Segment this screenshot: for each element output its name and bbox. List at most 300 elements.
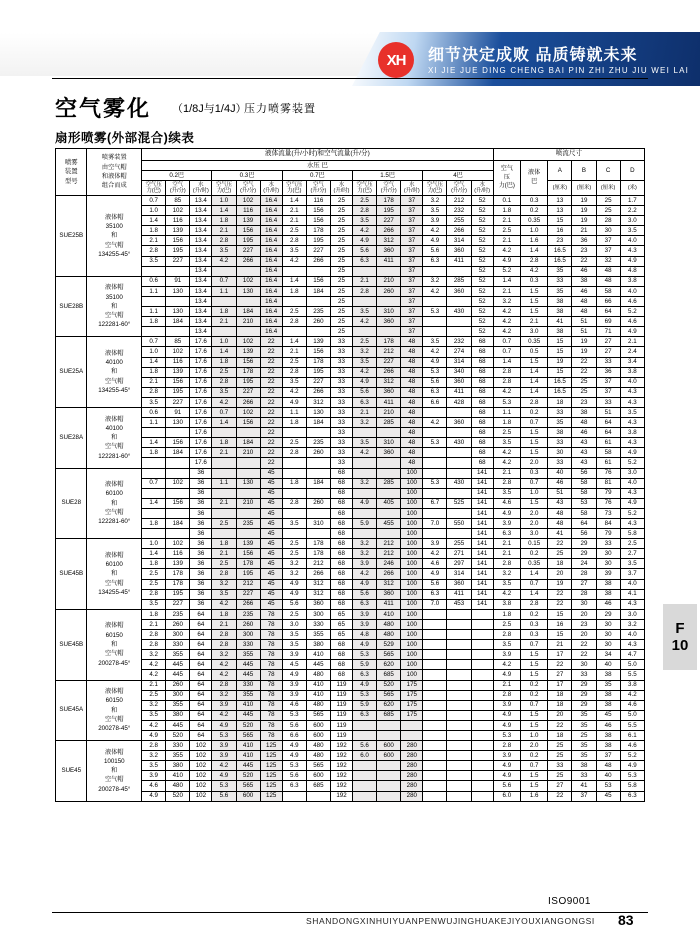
cell-b7-r1-c5: 78 xyxy=(260,690,282,700)
cell-b4-r5-c1: 184 xyxy=(166,519,190,529)
cell-b2-r3-c2: 17.6 xyxy=(190,367,212,377)
cell-b6-r2-c18: 20 xyxy=(572,630,596,640)
cell-b6-r3-c15: 3.5 xyxy=(493,640,520,650)
cell-b1-r5-c5: 16.4 xyxy=(260,327,282,337)
cell-b4-r4-c0 xyxy=(142,508,166,518)
cell-b7-r3-c1: 380 xyxy=(166,710,190,720)
cell-b1-r5-c12 xyxy=(423,327,447,337)
cell-b2-r5-c2: 17.6 xyxy=(190,387,212,397)
cell-b6-r4-c1: 355 xyxy=(166,650,190,660)
header-subcol-2: 水 (升/时) xyxy=(190,181,212,196)
cell-b6-r3-c3: 2.8 xyxy=(212,640,236,650)
cell-b6-r4-c20: 4.7 xyxy=(620,650,644,660)
cell-b8-r3-c10 xyxy=(377,771,401,781)
cell-b8-r2-c18: 38 xyxy=(572,761,596,771)
cell-b0-r5-c13: 360 xyxy=(447,246,471,256)
cell-b4-r3-c5: 45 xyxy=(260,498,282,508)
header-water-title: 水压 巴 xyxy=(142,161,494,171)
cell-b2-r2-c14: 68 xyxy=(471,357,493,367)
model-desc-7: 液体帽 60150 和 空气帽 200278-45° xyxy=(87,680,142,741)
cell-b0-r4-c7: 195 xyxy=(306,236,330,246)
cell-b4-r0-c11: 100 xyxy=(401,468,423,478)
cell-b7-r1-c14 xyxy=(471,690,493,700)
cell-b6-r3-c18: 22 xyxy=(572,640,596,650)
cell-b8-r3-c6: 5.6 xyxy=(282,771,306,781)
cell-b8-r0-c3: 3.9 xyxy=(212,741,236,751)
cell-b1-r5-c15: 4.2 xyxy=(493,327,520,337)
cell-b5-r3-c13: 314 xyxy=(447,569,471,579)
cell-b5-r1-c1: 116 xyxy=(166,549,190,559)
cell-b7-r2-c13 xyxy=(447,700,471,710)
cell-b6-r6-c12 xyxy=(423,670,447,680)
cell-b8-r4-c1: 480 xyxy=(166,781,190,791)
cell-b4-r1-c2: 36 xyxy=(190,478,212,488)
cell-b2-r1-c20: 2.4 xyxy=(620,347,644,357)
table-row xyxy=(56,741,645,751)
cell-b0-r7-c1 xyxy=(166,266,190,276)
cell-b4-r4-c19: 73 xyxy=(596,508,620,518)
cell-b3-r3-c17: 33 xyxy=(548,438,572,448)
cell-b1-r0-c15: 1.4 xyxy=(493,276,520,286)
cell-b5-r2-c2: 36 xyxy=(190,559,212,569)
cell-b0-r7-c3 xyxy=(212,266,236,276)
cell-b7-r0-c6: 3.9 xyxy=(282,680,306,690)
cell-b3-r1-c7: 184 xyxy=(306,418,330,428)
cell-b1-r0-c20: 3.8 xyxy=(620,276,644,286)
cell-b1-r2-c18: 48 xyxy=(572,296,596,306)
cell-b2-r1-c13: 274 xyxy=(447,347,471,357)
cell-b4-r3-c15: 4.6 xyxy=(493,498,520,508)
cell-b6-r1-c20: 3.2 xyxy=(620,619,644,629)
cell-b6-r5-c12 xyxy=(423,660,447,670)
cell-b5-r1-c4: 156 xyxy=(236,549,260,559)
cell-b2-r2-c10: 227 xyxy=(377,357,401,367)
cell-b5-r3-c1: 178 xyxy=(166,569,190,579)
cell-b7-r2-c3: 3.9 xyxy=(212,700,236,710)
cell-b8-r3-c13 xyxy=(447,771,471,781)
model-name-1: SUE28B xyxy=(56,276,87,337)
table-row xyxy=(56,529,645,539)
cell-b3-r1-c10: 285 xyxy=(377,418,401,428)
cell-b2-r2-c2: 17.6 xyxy=(190,357,212,367)
cell-b7-r0-c13 xyxy=(447,680,471,690)
cell-b5-r2-c13: 297 xyxy=(447,559,471,569)
section-tab xyxy=(663,604,697,670)
cell-b2-r5-c14: 68 xyxy=(471,387,493,397)
cell-b0-r0-c8: 25 xyxy=(330,196,352,206)
cell-b2-r4-c20: 4.0 xyxy=(620,377,644,387)
cell-b5-r0-c6: 2.5 xyxy=(282,539,306,549)
cell-b7-r2-c5: 78 xyxy=(260,700,282,710)
cell-b4-r3-c8: 68 xyxy=(330,498,352,508)
cell-b1-r5-c10 xyxy=(377,327,401,337)
cell-b2-r6-c6: 4.9 xyxy=(282,397,306,407)
cell-b4-r4-c16: 2.0 xyxy=(520,508,547,518)
cell-b3-r4-c11: 48 xyxy=(401,448,423,458)
cell-b8-r0-c14 xyxy=(471,741,493,751)
cell-b5-r5-c3: 3.5 xyxy=(212,589,236,599)
cell-b0-r0-c15: 0.1 xyxy=(493,196,520,206)
cell-b0-r0-c12: 3.2 xyxy=(423,196,447,206)
cell-b5-r0-c5: 45 xyxy=(260,539,282,549)
cell-b0-r1-c15: 1.8 xyxy=(493,206,520,216)
cell-b1-r0-c6: 1.4 xyxy=(282,276,306,286)
cell-b7-r0-c4: 330 xyxy=(236,680,260,690)
cell-b4-r3-c17: 43 xyxy=(548,498,572,508)
cell-b3-r2-c6 xyxy=(282,428,306,438)
cell-b1-r2-c15: 3.2 xyxy=(493,296,520,306)
cell-b1-r3-c10: 310 xyxy=(377,307,401,317)
cell-b6-r6-c7: 480 xyxy=(306,670,330,680)
cell-b8-r4-c10 xyxy=(377,781,401,791)
cell-b7-r2-c12 xyxy=(423,700,447,710)
cell-b1-r3-c6: 2.5 xyxy=(282,307,306,317)
cell-b7-r3-c19: 45 xyxy=(596,710,620,720)
cell-b8-r4-c16: 1.5 xyxy=(520,781,547,791)
cell-b1-r4-c20: 4.6 xyxy=(620,317,644,327)
cell-b1-r0-c17: 33 xyxy=(548,276,572,286)
cell-b4-r1-c13: 430 xyxy=(447,478,471,488)
cell-b6-r1-c10: 480 xyxy=(377,619,401,629)
cell-b0-r6-c0: 3.5 xyxy=(142,256,166,266)
cell-b4-r3-c12: 6.7 xyxy=(423,498,447,508)
cell-b0-r7-c15: 5.2 xyxy=(493,266,520,276)
cell-b6-r3-c16: 0.7 xyxy=(520,640,547,650)
cell-b3-r3-c20: 4.3 xyxy=(620,438,644,448)
cell-b0-r4-c13: 314 xyxy=(447,236,471,246)
cell-b5-r3-c16: 1.4 xyxy=(520,569,547,579)
cell-b2-r3-c9: 4.2 xyxy=(353,367,377,377)
cell-b0-r4-c16: 1.6 xyxy=(520,236,547,246)
cell-b5-r2-c3: 2.5 xyxy=(212,559,236,569)
cell-b0-r1-c19: 25 xyxy=(596,206,620,216)
cell-b0-r4-c11: 37 xyxy=(401,236,423,246)
cell-b3-r0-c10: 210 xyxy=(377,407,401,417)
table-row xyxy=(56,296,645,306)
cell-b6-r3-c19: 30 xyxy=(596,640,620,650)
cell-b2-r0-c0: 0.7 xyxy=(142,337,166,347)
cell-b0-r6-c16: 2.8 xyxy=(520,256,547,266)
page-title-model: （1/8J与1/4J） xyxy=(172,103,247,115)
cell-b0-r5-c5: 16.4 xyxy=(260,246,282,256)
cell-b6-r2-c17: 15 xyxy=(548,630,572,640)
cell-b2-r3-c5: 22 xyxy=(260,367,282,377)
cell-b1-r3-c18: 48 xyxy=(572,307,596,317)
cell-b3-r3-c15: 3.5 xyxy=(493,438,520,448)
cell-b2-r3-c6: 2.8 xyxy=(282,367,306,377)
table-row xyxy=(56,196,645,206)
cell-b3-r4-c15: 4.2 xyxy=(493,448,520,458)
cell-b6-r1-c6: 3.0 xyxy=(282,619,306,629)
cell-b4-r2-c9 xyxy=(353,488,377,498)
cell-b4-r1-c16: 0.7 xyxy=(520,478,547,488)
cell-b6-r0-c17: 15 xyxy=(548,609,572,619)
table-row xyxy=(56,438,645,448)
table-row xyxy=(56,539,645,549)
table-row xyxy=(56,387,645,397)
cell-b6-r0-c8: 65 xyxy=(330,609,352,619)
slogan-chinese: 细节决定成败 品质铸就未来 xyxy=(428,47,638,64)
cell-b6-r3-c14 xyxy=(471,640,493,650)
cell-b2-r4-c16: 1.4 xyxy=(520,377,547,387)
cell-b2-r3-c8: 33 xyxy=(330,367,352,377)
cell-b3-r0-c12 xyxy=(423,407,447,417)
cell-b3-r5-c0 xyxy=(142,458,166,468)
cell-b6-r5-c5: 78 xyxy=(260,660,282,670)
cell-b8-r2-c3: 4.2 xyxy=(212,761,236,771)
cell-b0-r5-c15: 4.2 xyxy=(493,246,520,256)
cell-b6-r0-c13 xyxy=(447,609,471,619)
cell-b2-r1-c5: 22 xyxy=(260,347,282,357)
cell-b7-r1-c12 xyxy=(423,690,447,700)
cell-b8-r4-c13 xyxy=(447,781,471,791)
cell-b3-r1-c3: 1.4 xyxy=(212,418,236,428)
cell-b2-r5-c7: 266 xyxy=(306,387,330,397)
cell-b1-r1-c9: 2.8 xyxy=(353,286,377,296)
cell-b0-r2-c8: 25 xyxy=(330,216,352,226)
cell-b6-r1-c19: 30 xyxy=(596,619,620,629)
cell-b5-r2-c18: 24 xyxy=(572,559,596,569)
cell-b1-r2-c17: 38 xyxy=(548,296,572,306)
cell-b5-r0-c7: 178 xyxy=(306,539,330,549)
cell-b5-r5-c1: 195 xyxy=(166,589,190,599)
cell-b1-r4-c10: 360 xyxy=(377,317,401,327)
cell-b2-r2-c1: 116 xyxy=(166,357,190,367)
cell-b5-r6-c12: 7.0 xyxy=(423,599,447,609)
model-name-0: SUE25B xyxy=(56,196,87,277)
cell-b4-r6-c10 xyxy=(377,529,401,539)
cell-b4-r4-c13 xyxy=(447,508,471,518)
cell-b8-r2-c12 xyxy=(423,761,447,771)
cell-b0-r5-c16: 1.4 xyxy=(520,246,547,256)
cell-b0-r6-c3: 4.2 xyxy=(212,256,236,266)
cell-b8-r2-c15: 4.9 xyxy=(493,761,520,771)
cell-b8-r3-c0: 3.9 xyxy=(142,771,166,781)
cell-b5-r4-c13: 360 xyxy=(447,579,471,589)
cell-b2-r1-c16: 0.5 xyxy=(520,347,547,357)
cell-b7-r4-c11 xyxy=(401,720,423,730)
header-banner xyxy=(0,14,700,76)
cell-b0-r1-c10: 195 xyxy=(377,206,401,216)
cell-b5-r0-c4: 139 xyxy=(236,539,260,549)
cell-b8-r2-c5: 125 xyxy=(260,761,282,771)
cell-b2-r5-c12: 6.3 xyxy=(423,387,447,397)
cell-b0-r5-c11: 37 xyxy=(401,246,423,256)
table-row xyxy=(56,650,645,660)
cell-b5-r1-c13: 271 xyxy=(447,549,471,559)
cell-b0-r1-c1: 102 xyxy=(166,206,190,216)
cell-b3-r3-c18: 43 xyxy=(572,438,596,448)
cell-b5-r3-c14: 141 xyxy=(471,569,493,579)
cell-b6-r1-c4: 260 xyxy=(236,619,260,629)
cell-b1-r3-c8: 25 xyxy=(330,307,352,317)
cell-b1-r0-c13: 285 xyxy=(447,276,471,286)
cell-b7-r1-c20: 4.2 xyxy=(620,690,644,700)
cell-b1-r1-c17: 35 xyxy=(548,286,572,296)
cell-b3-r0-c16: 0.2 xyxy=(520,407,547,417)
cell-b7-r3-c6: 5.3 xyxy=(282,710,306,720)
cell-b5-r2-c11: 100 xyxy=(401,559,423,569)
cell-b3-r3-c14: 68 xyxy=(471,438,493,448)
cell-b8-r1-c0: 3.2 xyxy=(142,751,166,761)
cell-b7-r4-c2: 64 xyxy=(190,720,212,730)
cell-b4-r0-c20: 3.0 xyxy=(620,468,644,478)
cell-b5-r1-c20: 2.7 xyxy=(620,549,644,559)
cell-b5-r6-c4: 266 xyxy=(236,599,260,609)
table-row xyxy=(56,771,645,781)
cell-b4-r6-c4 xyxy=(236,529,260,539)
cell-b5-r4-c12: 5.6 xyxy=(423,579,447,589)
cell-b2-r6-c14: 68 xyxy=(471,397,493,407)
cell-b6-r2-c19: 30 xyxy=(596,630,620,640)
cell-b0-r7-c2: 13.4 xyxy=(190,266,212,276)
cell-b7-r2-c4: 410 xyxy=(236,700,260,710)
cell-b1-r5-c11: 37 xyxy=(401,327,423,337)
cell-b6-r0-c6: 2.5 xyxy=(282,609,306,619)
cell-b3-r2-c13 xyxy=(447,428,471,438)
cell-b5-r0-c14: 141 xyxy=(471,539,493,549)
cell-b1-r5-c4 xyxy=(236,327,260,337)
cell-b6-r0-c11: 100 xyxy=(401,609,423,619)
cell-b3-r2-c20: 3.8 xyxy=(620,428,644,438)
cell-b2-r4-c13: 360 xyxy=(447,377,471,387)
cell-b6-r4-c17: 17 xyxy=(548,650,572,660)
cell-b5-r0-c18: 29 xyxy=(572,539,596,549)
cell-b4-r6-c13 xyxy=(447,529,471,539)
cell-b3-r5-c2: 17.6 xyxy=(190,458,212,468)
cell-b5-r6-c15: 3.8 xyxy=(493,599,520,609)
cell-b1-r4-c17: 41 xyxy=(548,317,572,327)
cell-b1-r0-c3: 0.7 xyxy=(212,276,236,286)
cell-b8-r2-c13 xyxy=(447,761,471,771)
cell-b2-r0-c5: 22 xyxy=(260,337,282,347)
cell-b6-r6-c3: 4.2 xyxy=(212,670,236,680)
cell-b8-r0-c11: 280 xyxy=(401,741,423,751)
cell-b0-r7-c8: 25 xyxy=(330,266,352,276)
cell-b0-r1-c5: 16.4 xyxy=(260,206,282,216)
cell-b3-r0-c13 xyxy=(447,407,471,417)
cell-b5-r2-c16: 0.35 xyxy=(520,559,547,569)
cell-b5-r4-c16: 0.7 xyxy=(520,579,547,589)
cell-b2-r6-c19: 33 xyxy=(596,397,620,407)
cell-b0-r1-c7: 156 xyxy=(306,206,330,216)
cell-b4-r4-c20: 5.2 xyxy=(620,508,644,518)
cell-b1-r1-c11: 37 xyxy=(401,286,423,296)
cell-b1-r4-c4: 210 xyxy=(236,317,260,327)
cell-b3-r5-c18: 43 xyxy=(572,458,596,468)
cell-b5-r5-c16: 1.4 xyxy=(520,589,547,599)
cell-b0-r2-c3: 1.8 xyxy=(212,216,236,226)
cell-b6-r1-c0: 2.1 xyxy=(142,619,166,629)
cell-b4-r3-c7: 260 xyxy=(306,498,330,508)
cell-b0-r5-c18: 23 xyxy=(572,246,596,256)
cell-b6-r4-c0: 3.2 xyxy=(142,650,166,660)
cell-b4-r6-c20: 5.8 xyxy=(620,529,644,539)
cell-b4-r5-c15: 3.9 xyxy=(493,519,520,529)
model-name-2: SUE25A xyxy=(56,337,87,408)
cell-b8-r2-c0: 3.5 xyxy=(142,761,166,771)
cell-b6-r5-c8: 68 xyxy=(330,660,352,670)
cell-b5-r3-c0: 2.5 xyxy=(142,569,166,579)
cell-b3-r5-c8: 33 xyxy=(330,458,352,468)
cell-b8-r0-c20: 4.6 xyxy=(620,741,644,751)
cell-b5-r1-c8: 68 xyxy=(330,549,352,559)
cell-b1-r5-c19: 71 xyxy=(596,327,620,337)
cell-b4-r4-c7 xyxy=(306,508,330,518)
cell-b6-r4-c16: 1.5 xyxy=(520,650,547,660)
cell-b4-r0-c12 xyxy=(423,468,447,478)
cell-b4-r5-c16: 2.0 xyxy=(520,519,547,529)
cell-b6-r1-c18: 23 xyxy=(572,619,596,629)
cell-b8-r1-c2: 102 xyxy=(190,751,212,761)
cell-b2-r6-c18: 23 xyxy=(572,397,596,407)
cell-b3-r5-c20: 5.2 xyxy=(620,458,644,468)
cell-b4-r5-c11: 100 xyxy=(401,519,423,529)
cell-b7-r4-c7: 600 xyxy=(306,720,330,730)
cell-b8-r1-c9: 6.0 xyxy=(353,751,377,761)
cell-b3-r2-c8: 33 xyxy=(330,428,352,438)
cell-b0-r3-c19: 30 xyxy=(596,226,620,236)
cell-b0-r2-c2: 13.4 xyxy=(190,216,212,226)
cell-b8-r4-c4: 565 xyxy=(236,781,260,791)
cell-b5-r4-c7: 312 xyxy=(306,579,330,589)
cell-b8-r2-c20: 4.9 xyxy=(620,761,644,771)
cell-b1-r2-c19: 66 xyxy=(596,296,620,306)
cell-b5-r4-c19: 38 xyxy=(596,579,620,589)
cell-b1-r0-c4: 102 xyxy=(236,276,260,286)
cell-b4-r2-c15: 3.5 xyxy=(493,488,520,498)
section-tab-number: 10 xyxy=(671,637,689,654)
cell-b8-r3-c18: 33 xyxy=(572,771,596,781)
page-title: 空气雾化 xyxy=(55,96,152,121)
cell-b0-r6-c14: 52 xyxy=(471,256,493,266)
cell-b6-r6-c11: 100 xyxy=(401,670,423,680)
cell-b2-r5-c4: 227 xyxy=(236,387,260,397)
cell-b2-r4-c1: 156 xyxy=(166,377,190,387)
model-desc-0: 液体帽 35100 和 空气帽 134255-45° xyxy=(87,196,142,277)
cell-b7-r5-c13 xyxy=(447,730,471,740)
cell-b8-r4-c12 xyxy=(423,781,447,791)
cell-b3-r3-c4: 184 xyxy=(236,438,260,448)
cell-b8-r5-c18: 37 xyxy=(572,791,596,801)
cell-b7-r4-c0: 4.2 xyxy=(142,720,166,730)
table-row xyxy=(56,519,645,529)
cell-b1-r4-c1: 184 xyxy=(166,317,190,327)
table-row xyxy=(56,256,645,266)
cell-b3-r1-c12: 4.2 xyxy=(423,418,447,428)
cell-b6-r3-c20: 4.3 xyxy=(620,640,644,650)
cell-b0-r3-c16: 1.0 xyxy=(520,226,547,236)
cell-b8-r4-c8: 192 xyxy=(330,781,352,791)
cell-b3-r0-c17: 33 xyxy=(548,407,572,417)
cell-b1-r3-c14: 52 xyxy=(471,307,493,317)
cell-b1-r1-c2: 13.4 xyxy=(190,286,212,296)
cell-b2-r0-c16: 0.35 xyxy=(520,337,547,347)
cell-b2-r5-c6: 4.2 xyxy=(282,387,306,397)
cell-b7-r1-c9: 5.3 xyxy=(353,690,377,700)
cell-b0-r7-c11: 37 xyxy=(401,266,423,276)
table-row xyxy=(56,226,645,236)
cell-b2-r3-c7: 195 xyxy=(306,367,330,377)
cell-b8-r5-c15: 6.0 xyxy=(493,791,520,801)
cell-b0-r0-c1: 85 xyxy=(166,196,190,206)
cell-b6-r2-c1: 300 xyxy=(166,630,190,640)
cell-b6-r6-c9: 6.3 xyxy=(353,670,377,680)
cell-b2-r0-c8: 33 xyxy=(330,337,352,347)
cell-b3-r3-c7: 235 xyxy=(306,438,330,448)
cell-b7-r5-c20: 6.1 xyxy=(620,730,644,740)
cell-b6-r0-c19: 29 xyxy=(596,609,620,619)
